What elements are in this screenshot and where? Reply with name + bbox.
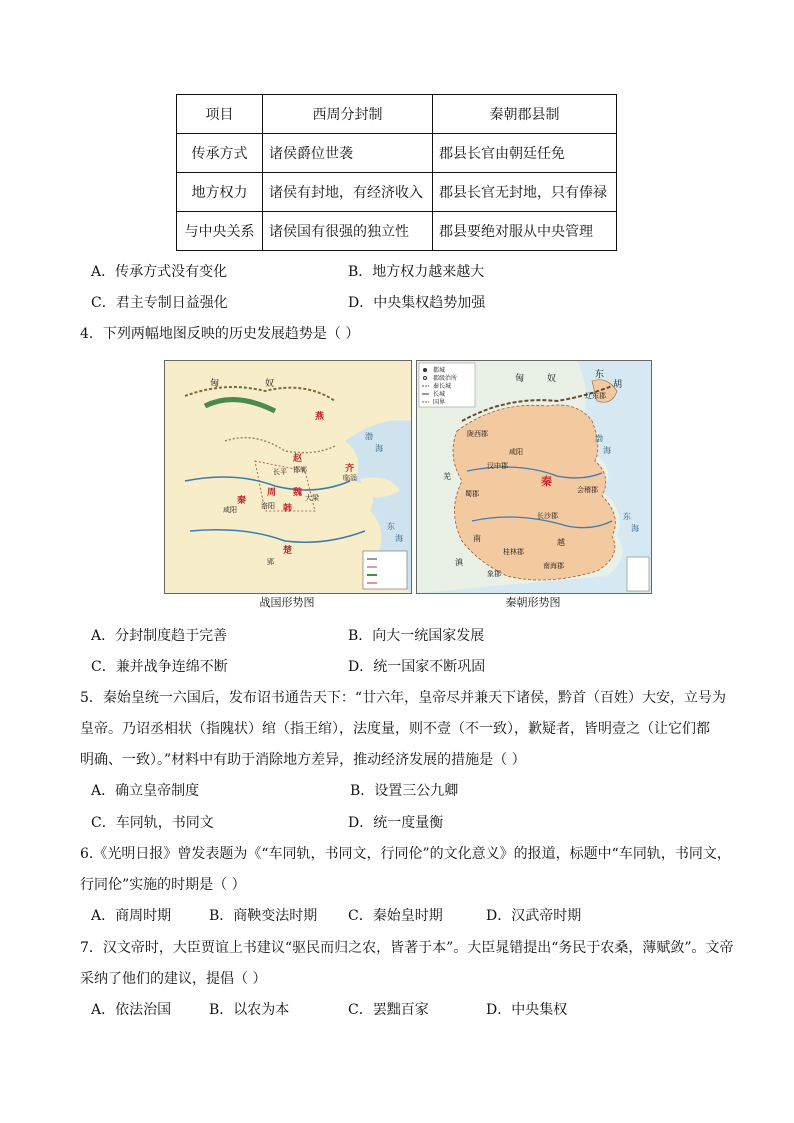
map-label: 海 bbox=[631, 524, 639, 533]
map-label: 匈 bbox=[515, 374, 525, 384]
map-legend-item: 长城 bbox=[433, 391, 446, 398]
table-cell: 诸侯有封地，有经济收入 bbox=[263, 173, 433, 212]
q7-stem-line-2: 采纳了他们的建议，提倡（ ） bbox=[80, 971, 267, 987]
table-row bbox=[177, 173, 617, 212]
map-label: 燕 bbox=[315, 412, 325, 422]
map-label: 邯郸 bbox=[293, 466, 307, 474]
q7-stem-line-1: 7．汉文帝时，大臣贾谊上书建议“驱民而归之农，皆著于本”。大臣晁错提出“务民于农桑，薄赋敛”。文帝 bbox=[80, 940, 734, 956]
map-legend-item: 国界 bbox=[433, 399, 446, 406]
q4-option-d[interactable]: D．统一国家不断巩固 bbox=[348, 659, 486, 675]
q4-option-b[interactable]: B．向大一统国家发展 bbox=[348, 628, 485, 644]
map-label: 韩 bbox=[283, 504, 293, 514]
map-label: 汉中郡 bbox=[487, 462, 508, 470]
table-row bbox=[177, 212, 617, 251]
q5-option-c[interactable]: C．车同轨，书同文 bbox=[91, 815, 214, 831]
q6-option-c[interactable]: C．秦始皇时期 bbox=[348, 908, 443, 924]
q5-option-a[interactable]: A．确立皇帝制度 bbox=[91, 783, 200, 799]
map-label: 奴 bbox=[265, 379, 275, 389]
q6-stem-line-1: 6.《光明日报》曾发表题为《“车同轨，书同文，行同伦”的文化意义》的报道，标题中“车同轨，书同文， bbox=[80, 846, 731, 862]
table-row bbox=[177, 134, 617, 173]
map-label: 秦 bbox=[237, 496, 247, 506]
map-label: 海 bbox=[395, 534, 403, 543]
table-cell: 郡县长官无封地，只有俸禄 bbox=[433, 173, 617, 212]
map-label: 羌 bbox=[443, 472, 451, 481]
q4-option-c[interactable]: C．兼并战争连绵不断 bbox=[91, 659, 228, 675]
map-label: 秦 bbox=[541, 475, 552, 488]
qin-dynasty-map bbox=[416, 360, 652, 594]
q7-option-b[interactable]: B．以农为本 bbox=[209, 1002, 290, 1018]
q3-option-c[interactable]: C．君主专制日益强化 bbox=[91, 295, 228, 311]
map-label: 东 bbox=[595, 370, 605, 380]
map-label: 东 bbox=[387, 522, 395, 531]
map-label: 咸阳 bbox=[509, 448, 523, 456]
table-cell: 传承方式 bbox=[177, 134, 263, 173]
map-label: 滇 bbox=[455, 558, 463, 567]
map-label: 郢 bbox=[267, 558, 274, 566]
map-label: 海 bbox=[603, 446, 611, 455]
map-label: 东 bbox=[623, 512, 631, 521]
table-cell: 与中央关系 bbox=[177, 212, 263, 251]
q5-option-b[interactable]: B．设置三公九卿 bbox=[350, 783, 459, 799]
table-header: 项目 bbox=[177, 95, 263, 134]
table-header: 西周分封制 bbox=[263, 95, 433, 134]
map-label: 周 bbox=[267, 488, 277, 498]
map-label: 长沙郡 bbox=[537, 512, 558, 520]
map-label: 胡 bbox=[613, 380, 623, 390]
map-label: 赵 bbox=[293, 454, 303, 464]
q5-option-d[interactable]: D．统一度量衡 bbox=[348, 815, 444, 831]
q5-stem-line-1: 5．秦始皇统一六国后，发布诏书通告天下：“廿六年，皇帝尽并兼天下诸侯，黔首（百姓）大安，立号为 bbox=[80, 690, 727, 706]
map-legend-item: 郡级治所 bbox=[433, 375, 458, 382]
table-cell: 地方权力 bbox=[177, 173, 263, 212]
table-cell: 诸侯国有很强的独立性 bbox=[263, 212, 433, 251]
map-label: 南海郡 bbox=[543, 562, 564, 570]
table-header-row bbox=[177, 95, 617, 134]
map-legend-item: 秦长城 bbox=[433, 383, 452, 390]
map-label: 匈 bbox=[210, 379, 220, 389]
map-label: 辽东郡 bbox=[585, 392, 606, 400]
map-label: 长平 bbox=[273, 468, 287, 476]
warring-states-map-drawing bbox=[165, 361, 411, 593]
map-label: 临淄 bbox=[343, 474, 357, 482]
table-cell: 郡县长官由朝廷任免 bbox=[433, 134, 617, 173]
map-label: 陇西郡 bbox=[467, 430, 488, 438]
table-header: 秦朝郡县制 bbox=[433, 95, 617, 134]
q3-option-a[interactable]: A．传承方式没有变化 bbox=[91, 264, 228, 280]
map-label: 桂林郡 bbox=[503, 548, 524, 556]
q6-option-b[interactable]: B．商鞅变法时期 bbox=[209, 908, 318, 924]
q5-stem-line-2: 皇帝。乃诏丞相状（指隗状）绾（指王绾），法度量，则不壹（不一致），歉疑者，皆明壹之（让它们都 bbox=[80, 721, 710, 737]
qin-dynasty-map-drawing bbox=[417, 361, 651, 593]
map-label: 象郡 bbox=[487, 570, 501, 578]
map-label: 越 bbox=[557, 538, 565, 547]
warring-states-map-caption: 战国形势图 bbox=[259, 596, 315, 609]
q6-option-d[interactable]: D．汉武帝时期 bbox=[486, 908, 582, 924]
map-label: 楚 bbox=[283, 546, 293, 556]
qin-dynasty-map-caption: 秦朝形势图 bbox=[505, 596, 561, 609]
q3-option-b[interactable]: B．地方权力越来越大 bbox=[348, 264, 485, 280]
q4-stem: 4．下列两幅地图反映的历史发展趋势是（ ） bbox=[80, 326, 360, 342]
q7-option-a[interactable]: A．依法治国 bbox=[91, 1002, 172, 1018]
map-legend-item: 都城 bbox=[433, 367, 446, 374]
q7-option-c[interactable]: C．罢黜百家 bbox=[348, 1002, 429, 1018]
comparison-table bbox=[176, 94, 617, 251]
map-label: 渤 bbox=[595, 434, 603, 443]
table-cell: 诸侯爵位世袭 bbox=[263, 134, 433, 173]
warring-states-map bbox=[164, 360, 412, 594]
map-label: 会稽郡 bbox=[577, 486, 598, 494]
q4-option-a[interactable]: A．分封制度趋于完善 bbox=[91, 628, 228, 644]
q6-stem-line-2: 行同伦”实施的时期是（ ） bbox=[80, 877, 246, 893]
map-label: 蜀郡 bbox=[465, 490, 479, 498]
table-cell: 郡县要绝对服从中央管理 bbox=[433, 212, 617, 251]
map-label: 洛阳 bbox=[261, 502, 275, 510]
q6-option-a[interactable]: A．商周时期 bbox=[91, 908, 172, 924]
map-label: 咸阳 bbox=[223, 506, 237, 514]
q3-option-d[interactable]: D．中央集权趋势加强 bbox=[348, 295, 486, 311]
map-label: 奴 bbox=[547, 374, 557, 384]
map-label: 魏 bbox=[293, 488, 303, 498]
map-label: 海 bbox=[375, 444, 383, 453]
q7-option-d[interactable]: D．中央集权 bbox=[486, 1002, 568, 1018]
map-label: 大梁 bbox=[305, 494, 319, 502]
map-label: 渤 bbox=[365, 432, 373, 441]
q5-stem-line-3: 明确、一致）。”材料中有助于消除地方差异，推动经济发展的措施是（ ） bbox=[80, 752, 526, 768]
map-label: 南 bbox=[473, 534, 481, 543]
map-label: 齐 bbox=[345, 464, 355, 474]
